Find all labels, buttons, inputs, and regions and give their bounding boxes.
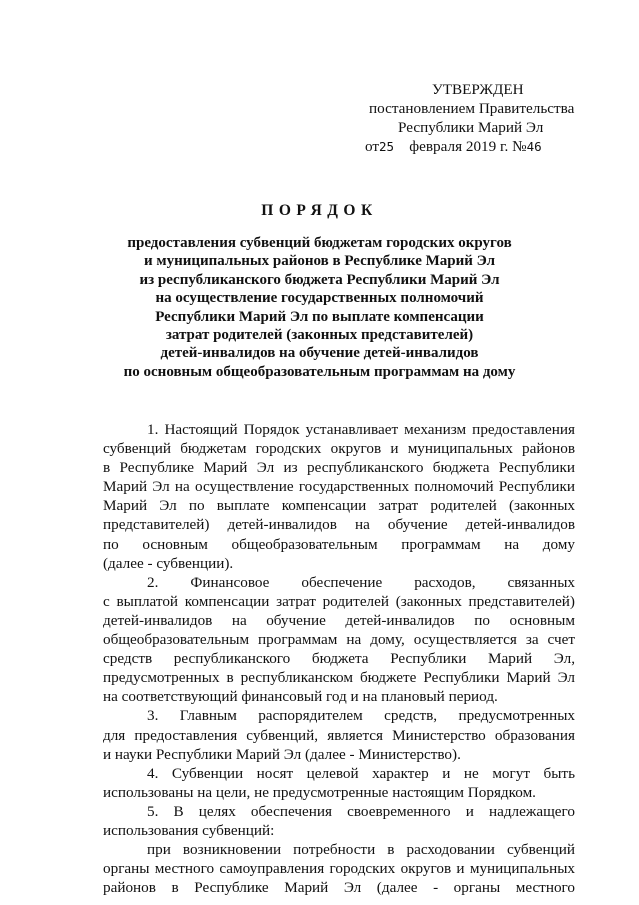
text-line: использованы на цели, не предусмотренные настоящим Порядком. — [103, 783, 536, 801]
subtitle-line: детей-инвалидов на обучение детей-инвалидов — [160, 345, 479, 362]
subtitle-line: предоставления субвенций бюджетам городских округов — [127, 235, 512, 251]
text-line: для предоставления субвенций, является Министерство образования — [103, 726, 575, 744]
subtitle-line: из республиканского бюджета Республики Марий Эл — [139, 271, 500, 288]
approval-line-resolution: постановлением Правительства — [369, 100, 575, 117]
text-line: и науки Республики Марий Эл (далее - Министерство). — [103, 745, 461, 763]
paragraph-4 — [103, 764, 575, 802]
text-line: в Республике Марий Эл из республиканского бюджета Республики — [103, 459, 575, 477]
text-line: 1. Настоящий Порядок устанавливает механизм предоставления — [147, 421, 575, 438]
text-line: на соответствующий финансовый год и на плановый период. — [103, 688, 498, 706]
text-line: использования субвенций: — [103, 821, 275, 839]
text-line: детей-инвалидов на обучение детей-инвалидов по основным — [103, 611, 575, 629]
document-subtitle — [100, 234, 539, 381]
paragraph-5-subitem — [103, 840, 575, 897]
subtitle-line: по основным общеобразовательным программам на дому — [123, 363, 516, 380]
text-line: по основным общеобразовательным программам на дому — [103, 535, 575, 553]
document-title: ПОРЯДОК — [261, 202, 378, 219]
paragraph-3 — [103, 706, 575, 763]
paragraph-5 — [103, 802, 575, 840]
text-line: средств республиканского бюджета Республики Марий Эл, — [103, 650, 575, 668]
text-line: 2. Финансовое обеспечение расходов, связанных — [147, 573, 575, 591]
text-line: (далее - субвенции). — [103, 554, 234, 572]
text-line: общеобразовательным программам на дому, осуществляется за счет — [103, 631, 575, 649]
text-line: 3. Главным распорядителем средств, предусмотренных — [147, 707, 575, 725]
approval-heading: УТВЕРЖДЕН — [432, 81, 524, 98]
text-line: при возникновении потребности в расходовании субвенций — [147, 841, 575, 859]
approval-date-line — [362, 137, 592, 156]
approval-day: 25 — [379, 139, 395, 154]
subtitle-line: и муниципальных районов в Республике Марий Эл — [143, 253, 496, 270]
text-line: Марий Эл на осуществление государственных полномочий Республики — [103, 478, 575, 496]
text-line: 4. Субвенции носят целевой характер и не могут быть — [147, 764, 575, 782]
approval-number: 46 — [526, 139, 542, 154]
document-body — [103, 420, 575, 897]
text-line: субвенций бюджетам городских округов и муниципальных районов — [103, 440, 575, 458]
text-line: 5. В целях обеспечения своевременного и надлежащего — [147, 802, 575, 820]
paragraph-1 — [103, 420, 575, 573]
approval-date-rest: февраля 2019 г. № — [409, 138, 527, 155]
approval-date-prefix: от — [365, 138, 380, 155]
text-line: с выплатой компенсации затрат родителей (законных представителей) — [103, 592, 575, 610]
paragraph-2 — [103, 573, 575, 707]
text-line: органы местного самоуправления городских округов и муниципальных — [103, 860, 575, 878]
approval-line-republic: Республики Марий Эл — [398, 119, 544, 136]
text-line: предусмотренных в республиканском бюджете Республики Марий Эл — [103, 669, 575, 687]
text-line: районов в Республике Марий Эл (далее - органы местного — [103, 879, 575, 897]
subtitle-line: на осуществление государственных полномочий — [155, 290, 484, 307]
text-line: представителей) детей-инвалидов на обучение детей-инвалидов — [103, 516, 575, 534]
approval-stamp — [362, 80, 592, 156]
text-line: Марий Эл по выплате компенсации затрат родителей (законных — [103, 497, 575, 515]
subtitle-line: затрат родителей (законных представителей) — [165, 327, 474, 344]
subtitle-line: Республики Марий Эл по выплате компенсации — [155, 308, 484, 325]
